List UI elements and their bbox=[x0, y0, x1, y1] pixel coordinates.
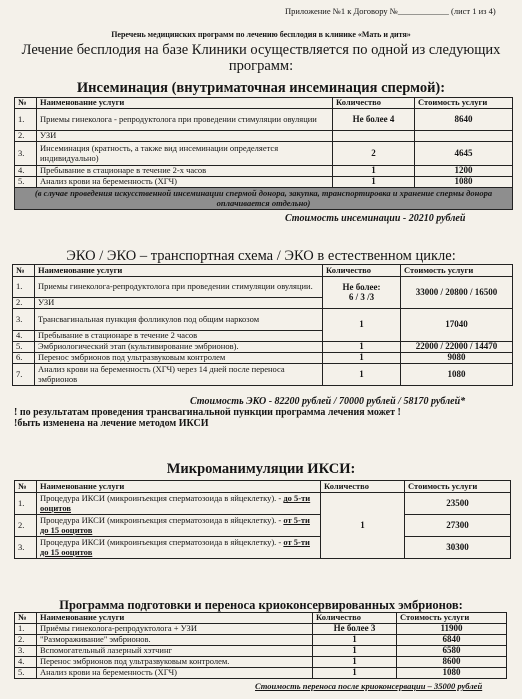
table-row: 1. Приёмы гинеколога-репродуктолога + УЗИ Не более 3 11900 bbox=[15, 624, 507, 635]
table-row: 1. Приемы гинеколога - репродуктолога при проведении стимуляции овуляции Не более 4 8640 bbox=[15, 109, 513, 131]
table-row: 1. Приемы гинеколога-репродуктолога при проведении стимуляции овуляции. Не более: 6 / 3 /3 33000 / 20800 / 16500 bbox=[13, 277, 513, 298]
insemination-title: Инсеминация (внутриматочная инсеминация спермой): bbox=[76, 80, 446, 96]
col-name: Наименование услуги bbox=[37, 98, 333, 109]
icsi-title: Микроманимуляции ИКСИ: bbox=[166, 461, 356, 477]
eco-table: № Наименование услуги Количество Стоимость услуги 1. Приемы гинеколога-репродуктолога при проведении стимуляции овуляции. Не более: 6 / 3 /3 33000 / 20800 / 16500 2. УЗИ 3. Трансвагинальная пункция фолликулов под общим наркозом 1 17040 4. Пребывание в стационаре в течение 2 часов 5. Эмбриологический этап (культивирование эмбрионов). 1 22000 / 22000 / 14470 6. Перенос эмбрионов под ультразвуковым контролем 1 9080 7. Анализ крови на беременность (ХГЧ) через 14 дней после переноса эмбрионов 1 1080 bbox=[12, 264, 513, 386]
col-qty: Количество bbox=[333, 98, 415, 109]
table-row: 5. Анализ крови на беременность (ХГЧ) 1 1080 bbox=[15, 668, 507, 679]
table-row: 2. "Размораживание" эмбрионов. 1 6840 bbox=[15, 635, 507, 646]
icsi-warning-line-1: ! по результатам проведения трансвагинальной пункции программа лечения может ! bbox=[14, 407, 401, 418]
table-row: 3. Трансвагинальная пункция фолликулов под общим наркозом 1 17040 bbox=[13, 309, 513, 331]
cryo-total: Стоимость переноса после криоконсервации – 35000 рублей bbox=[255, 681, 483, 691]
donor-sperm-note: (в случае проведения искусственной инсеминации спермой донора, закупка, транспортировка и хранение спермы донора оплачивается отдельно) bbox=[15, 188, 513, 210]
eco-title: ЭКО / ЭКО – транспортная схема / ЭКО в естественном цикле: bbox=[66, 248, 456, 264]
cryo-title: Программа подготовки и переноса криоконсервированных эмбрионов: bbox=[59, 598, 463, 612]
table-row: 2. УЗИ bbox=[15, 131, 513, 142]
table-row: 2. УЗИ bbox=[13, 298, 513, 309]
icsi-table: № Наименование услуги Количество Стоимость услуги 1. Процедура ИКСИ (микроинъекция сперматозоида в яйцеклетку). - до 5-ти ооцитов 1 23500 2. Процедура ИКСИ (микроинъекция сперматозоида в яйцеклетку). - от 5-ти до 15 ооцитов 27300 3. Процедура ИКСИ (микроинъекция сперматозоида в яйцеклетку). - от 5-ти до 15 ооцитов 30300 bbox=[14, 480, 511, 559]
table-row: 4. Пребывание в стационаре в течение 2-х часов 1 1200 bbox=[15, 166, 513, 177]
annex-line: Приложение №1 к Договору №____________ (лист 1 из 4) bbox=[285, 6, 496, 16]
table-row: 3. Инсеминация (кратность, а также вид инсеминации определяется индивидуально) 2 4645 bbox=[15, 142, 513, 166]
table-row: 2. Процедура ИКСИ (микроинъекция сперматозоида в яйцеклетку). - от 5-ти до 15 ооцитов 27300 bbox=[15, 515, 511, 537]
eco-total: Стоимость ЭКО - 82200 рублей / 70000 рублей / 58170 рублей* bbox=[190, 396, 466, 407]
table-row: 7. Анализ крови на беременность (ХГЧ) через 14 дней после переноса эмбрионов 1 1080 bbox=[13, 364, 513, 386]
col-num: № bbox=[15, 98, 37, 109]
icsi-warning-line-2: !быть изменена на лечение методом ИКСИ bbox=[14, 418, 209, 429]
table-row: 5. Анализ крови на беременность (ХГЧ) 1 1080 bbox=[15, 177, 513, 188]
table-row: 1. Процедура ИКСИ (микроинъекция сперматозоида в яйцеклетку). - до 5-ти ооцитов 1 23500 bbox=[15, 493, 511, 515]
table-row: 4. Пребывание в стационаре в течение 2 часов bbox=[13, 331, 513, 342]
col-price: Стоимость услуги bbox=[415, 98, 513, 109]
table-row: 3. Вспомогательный лазерный хэтчинг 1 6580 bbox=[15, 646, 507, 657]
table-row: 5. Эмбриологический этап (культивирование эмбрионов). 1 22000 / 22000 / 14470 bbox=[13, 342, 513, 353]
table-row: 3. Процедура ИКСИ (микроинъекция сперматозоида в яйцеклетку). - от 5-ти до 15 ооцитов 30300 bbox=[15, 537, 511, 559]
insemination-total: Стоимость инсеминации - 20210 рублей bbox=[285, 213, 466, 224]
intro-text: Лечение бесплодия на базе Клиники осуществляется по одной из следующих программ: bbox=[21, 42, 501, 74]
document-title: Перечень медицинских программ по лечению бесплодия в клинике «Мать и дитя» bbox=[111, 30, 411, 39]
table-row: 4. Перенос эмбрионов под ультразвуковым контролем. 1 8600 bbox=[15, 657, 507, 668]
table-row: 6. Перенос эмбрионов под ультразвуковым контролем 1 9080 bbox=[13, 353, 513, 364]
cryo-table: № Наименование услуги Количество Стоимость услуги 1. Приёмы гинеколога-репродуктолога + УЗИ Не более 3 11900 2. "Размораживание" эмбрионов. 1 6840 3. Вспомогательный лазерный хэтчинг 1 6580 4. Перенос эмбрионов под ультразвуковым контролем. 1 8600 5. Анализ крови на беременность (ХГЧ) 1 1080 bbox=[14, 612, 507, 679]
insemination-table bbox=[14, 97, 513, 210]
